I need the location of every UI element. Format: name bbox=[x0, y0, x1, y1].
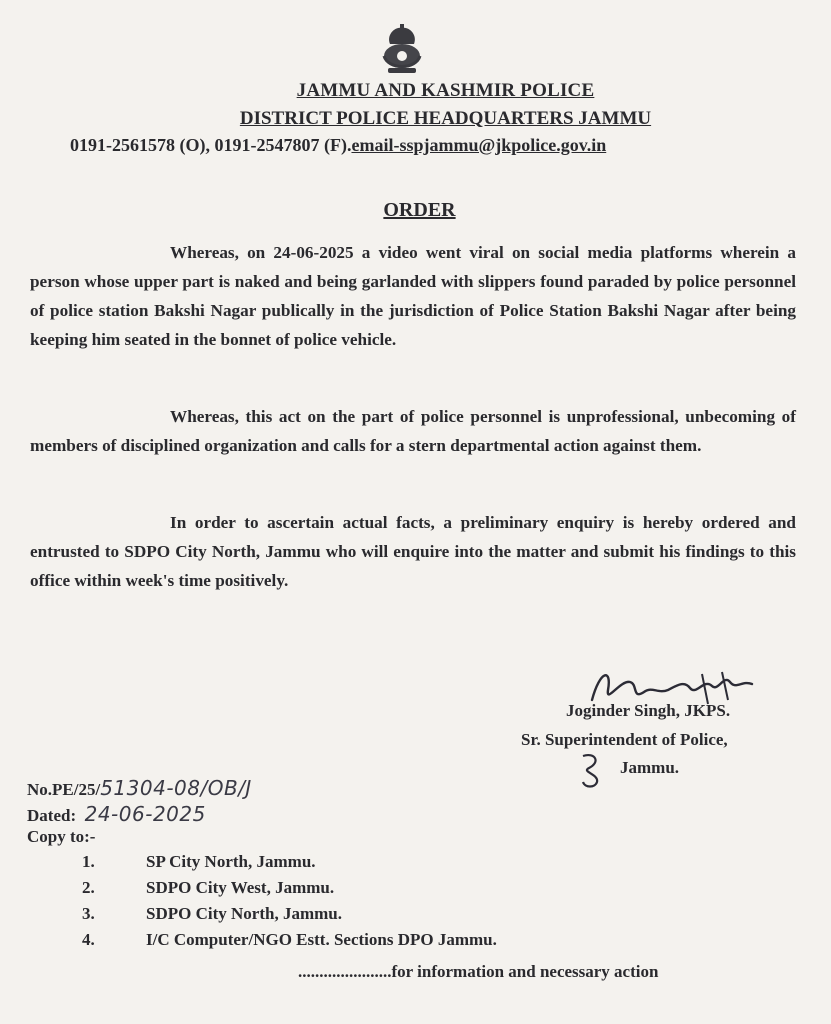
list-item bbox=[82, 927, 497, 953]
signatory-place: Jammu. bbox=[620, 758, 680, 777]
contact-email: email-sspjammu@jkpolice.gov.in bbox=[351, 135, 607, 155]
list-item-number: 3. bbox=[82, 904, 95, 923]
list-item-text: SP City North, Jammu. bbox=[146, 852, 316, 871]
paragraph-3: In order to ascertain actual facts, a preliminary enquiry is hereby ordered and entrusted to SDPO City North, Jammu who will enquire into the matter and submit his findings to this office within week's time positively. bbox=[30, 513, 796, 590]
dated-handwritten: 24-06-2025 bbox=[84, 802, 206, 826]
copy-list bbox=[82, 849, 497, 953]
contact-line bbox=[70, 135, 606, 156]
reference-handwritten: 51304-08/OB/J bbox=[100, 776, 252, 800]
signatory-name: Joginder Singh, JKPS. bbox=[566, 701, 731, 720]
list-item bbox=[82, 875, 497, 901]
contact-phones: 0191-2561578 (O), 0191-2547807 (F). bbox=[70, 135, 352, 155]
office-name: DISTRICT POLICE HEADQUARTERS JAMMU bbox=[239, 108, 652, 129]
list-item-text: SDPO City North, Jammu. bbox=[146, 904, 342, 923]
reference-number bbox=[27, 776, 252, 800]
dated-line bbox=[27, 802, 206, 826]
police-emblem-icon bbox=[374, 22, 430, 76]
dated-label: Dated: bbox=[27, 806, 77, 825]
paragraph-1: Whereas, on 24-06-2025 a video went viral on social media platforms wherein a person whose upper part is naked and being garlanded with slippers found paraded by police personnel of police station Bakshi Nagar publically in the jurisdiction of Police Station Bakshi Nagar after being keeping him seated in the bonnet of police vehicle. bbox=[30, 243, 796, 349]
order-title: ORDER bbox=[383, 199, 456, 221]
reference-label: No.PE/25/ bbox=[27, 780, 101, 799]
paragraph-2: Whereas, this act on the part of police personnel is unprofessional, unbecoming of members of disciplined organization and calls for a stern departmental action against them. bbox=[30, 407, 796, 455]
list-item-number: 1. bbox=[82, 852, 95, 871]
list-item-text: SDPO City West, Jammu. bbox=[146, 878, 335, 897]
list-item bbox=[82, 849, 497, 875]
list-item-text: I/C Computer/NGO Estt. Sections DPO Jammu. bbox=[146, 930, 497, 949]
copy-to-label: Copy to:- bbox=[27, 827, 96, 846]
initial-mark-icon bbox=[575, 750, 609, 790]
list-item-number: 2. bbox=[82, 878, 95, 897]
org-name: JAMMU AND KASHMIR POLICE bbox=[296, 80, 595, 101]
list-item-number: 4. bbox=[82, 930, 95, 949]
signatory-designation: Sr. Superintendent of Police, bbox=[521, 730, 728, 749]
closing-line: ......................for information and necessary action bbox=[298, 962, 659, 981]
list-item bbox=[82, 901, 497, 927]
